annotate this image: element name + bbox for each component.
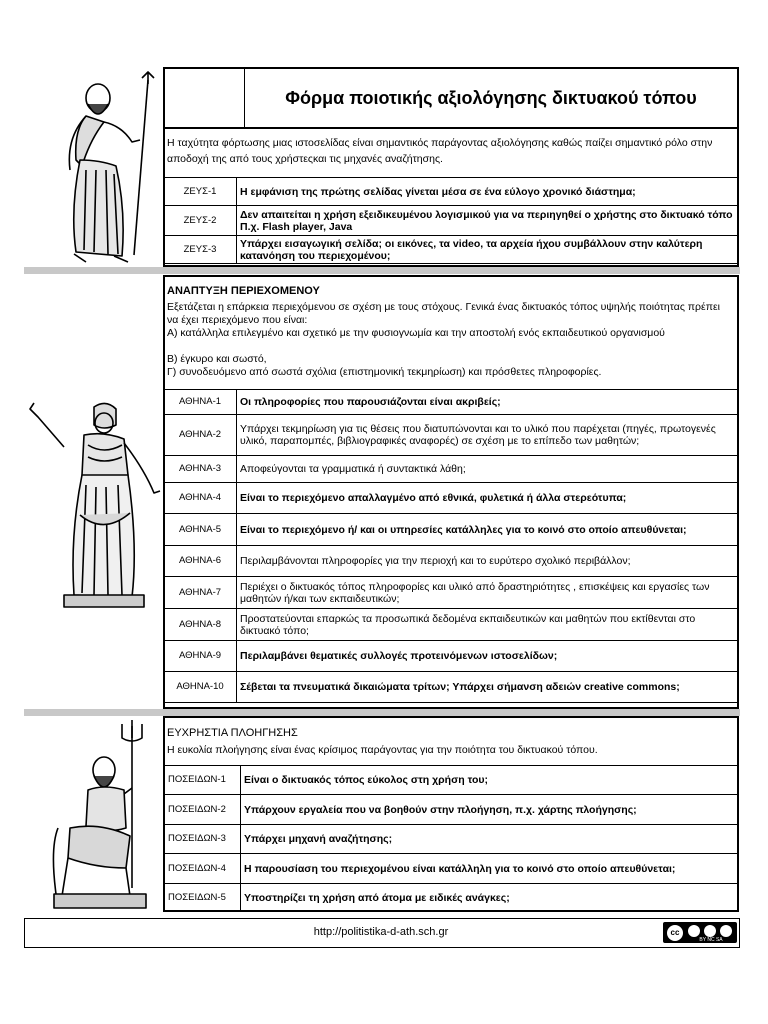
table-row <box>164 178 739 206</box>
zeus-intro: Η ταχύτητα φόρτωσης μιας ιστοσελίδας είναι σημαντικός παράγοντας αξιολόγησης καθώς παίζει σημαντικό ρόλο στην αποδοχή της από τους χρήστεςκαι τις μηχανές αναζήτησης. <box>167 137 713 165</box>
criterion-code: ΠΟΣΕΙΔΩΝ-3 <box>164 825 241 854</box>
criterion-text: Αποφεύγονται τα γραμματικά ή συντακτικά λάθη; <box>237 456 739 483</box>
nc-icon <box>704 925 716 937</box>
title-spacer-cell <box>165 69 245 127</box>
footer <box>24 918 740 948</box>
criterion-code: ΠΟΣΕΙΔΩΝ-2 <box>164 795 241 825</box>
athena-point-c: Γ) συνοδευόμενο από σωστά σχόλια (επιστημονική τεκμηρίωση) και πρόσθετες πληροφορίες. <box>167 366 602 378</box>
criterion-code: ΠΟΣΕΙΔΩΝ-5 <box>164 884 241 912</box>
zeus-table-wrap <box>163 177 739 264</box>
poseidon-table <box>163 765 739 912</box>
zeus-statue-illustration <box>30 70 162 270</box>
criterion-text: Είναι ο δικτυακός τόπος εύκολος στη χρήση του; <box>241 766 739 795</box>
criterion-code: ΠΟΣΕΙΔΩΝ-4 <box>164 854 241 884</box>
zeus-table <box>163 177 739 264</box>
criterion-code: ΑΘΗΝΑ-8 <box>164 609 237 641</box>
cc-terms: BY NC SA <box>699 937 723 943</box>
criterion-text: Υποστηρίζει τη χρήση από άτομα με ειδικές ανάγκες; <box>241 884 739 912</box>
table-row <box>164 456 739 483</box>
athena-statue-illustration <box>24 395 164 615</box>
criterion-text: Σέβεται τα πνευματικά δικαιώματα τρίτων; Υπάρχει σήμανση αδειών creative commons; <box>237 672 739 703</box>
table-row <box>164 206 739 236</box>
criterion-text: Είναι το περιεχόμενο απαλλαγμένο από εθνικά, φυλετικά ή άλλα στερεότυπα; <box>237 483 739 514</box>
athena-point-b: Β) έγκυρο και σωστό, <box>167 353 267 365</box>
section-divider <box>24 709 740 716</box>
sa-icon <box>720 925 732 937</box>
table-row <box>164 546 739 577</box>
table-row <box>164 415 739 456</box>
zeus-section <box>163 129 739 267</box>
athena-point-a: Α) κατάλληλα επιλεγμένο και σχετικό με την φυσιογνωμία και την αποστολή ενός εκπαιδευτικού οργανισμού <box>167 327 665 339</box>
criterion-code: ΑΘΗΝΑ-1 <box>164 390 237 415</box>
footer-url[interactable]: http://politistika-d-ath.sch.gr <box>313 926 449 938</box>
criterion-code: ΑΘΗΝΑ-9 <box>164 641 237 672</box>
criterion-code: ΠΟΣΕΙΔΩΝ-1 <box>164 766 241 795</box>
table-row <box>164 577 739 609</box>
table-row <box>164 514 739 546</box>
table-row <box>164 766 739 795</box>
cc-icon: cc <box>667 925 683 941</box>
by-icon <box>688 925 700 937</box>
criterion-code: ΑΘΗΝΑ-10 <box>164 672 237 703</box>
criterion-text: Η παρουσίαση του περιεχομένου είναι κατάλληλη για το κοινό στο οποίο απευθύνεται; <box>241 854 739 884</box>
page-title: Φόρμα ποιοτικής αξιολόγησης δικτυακού τόπου <box>285 88 697 108</box>
section-heading: ΕΥΧΡΗΣΤΙΑ ΠΛΟΗΓΗΣΗΣ <box>167 727 298 739</box>
criterion-code: ΖΕΥΣ-3 <box>164 236 237 264</box>
title-box <box>163 67 739 129</box>
table-row <box>164 641 739 672</box>
table-row <box>164 884 739 912</box>
criterion-code: ΑΘΗΝΑ-2 <box>164 415 237 456</box>
poseidon-section <box>163 716 739 912</box>
criterion-text: Υπάρχει τεκμηρίωση για τις θέσεις που διατυπώνονται και το υλικό που παρέχεται (πηγές, πρωτογενές υλικό, παραπομπές, βιβλιογραφικές αναφορές) σε σχέση με το επίπεδο των μαθητών; <box>237 415 739 456</box>
criterion-text: Δεν απαιτείται η χρήση εξειδικευμένου λογισμικού για να περιηγηθεί ο χρήστης στο δικτυακό τόπο Π.χ. Flash player, Java <box>237 206 739 236</box>
poseidon-statue-illustration <box>40 718 160 913</box>
section-divider <box>24 267 740 274</box>
poseidon-intro: Η ευκολία πλοήγησης είναι ένας κρίσιμος παράγοντας για την ποιότητα του δικτυακού τόπου. <box>167 744 598 756</box>
table-row <box>164 672 739 703</box>
poseidon-table-wrap <box>163 765 739 912</box>
criterion-text: Οι πληροφορίες που παρουσιάζονται είναι ακριβείς; <box>237 390 739 415</box>
criterion-code: ΑΘΗΝΑ-4 <box>164 483 237 514</box>
criterion-text: Περιέχει ο δικτυακός τόπος πληροφορίες και υλικό από δραστηριότητες , επισκέψεις και εργασίες των μαθητών ή/και των εκπαιδευτικών; <box>237 577 739 609</box>
creative-commons-badge[interactable] <box>663 922 737 943</box>
criterion-text: Η εμφάνιση της πρώτης σελίδας γίνεται μέσα σε ένα εύλογο χρονικό διάστημα; <box>237 178 739 206</box>
table-row <box>164 795 739 825</box>
table-row <box>164 825 739 854</box>
criterion-text: Περιλαμβάνει θεματικές συλλογές προτεινόμενων ιστοσελίδων; <box>237 641 739 672</box>
table-row <box>164 483 739 514</box>
athena-section <box>163 275 739 709</box>
criterion-code: ΖΕΥΣ-2 <box>164 206 237 236</box>
criterion-code: ΑΘΗΝΑ-6 <box>164 546 237 577</box>
criterion-text: Είναι το περιεχόμενο ή/ και οι υπηρεσίες κατάλληλες για το κοινό στο οποίο απευθύνεται; <box>237 514 739 546</box>
criterion-text: Υπάρχει εισαγωγική σελίδα; οι εικόνες, τα video, τα αρχεία ήχου συμβάλλουν στην καλύτερη κατανόηση του περιεχομένου; <box>237 236 739 264</box>
criterion-text: Προστατεύονται επαρκώς τα προσωπικά δεδομένα εκπαιδευτικών και μαθητών που εκτίθενται στο δικτυακό τόπο; <box>237 609 739 641</box>
table-row <box>164 609 739 641</box>
criterion-text: Περιλαμβάνονται πληροφορίες για την περιοχή και το ευρύτερο σχολικό περιβάλλον; <box>237 546 739 577</box>
criterion-code: ΑΘΗΝΑ-7 <box>164 577 237 609</box>
section-heading: ΑΝΑΠΤΥΞΗ ΠΕΡΙΕΧΟΜΕΝΟΥ <box>167 285 320 297</box>
criterion-code: ΑΘΗΝΑ-3 <box>164 456 237 483</box>
table-row <box>164 390 739 415</box>
table-row <box>164 236 739 264</box>
criterion-code: ΖΕΥΣ-1 <box>164 178 237 206</box>
criterion-text: Υπάρχουν εργαλεία που να βοηθούν στην πλοήγηση, π.χ. χάρτης πλοήγησης; <box>241 795 739 825</box>
athena-intro: Εξετάζεται η επάρκεια περιεχόμενου σε σχέση με τους στόχους. Γενικά ένας δικτυακός τόπος υψηλής ποιότητας πρέπει να έχει περιεχόμενο που είναι: <box>167 301 720 326</box>
athena-table <box>163 389 739 703</box>
criterion-code: ΑΘΗΝΑ-5 <box>164 514 237 546</box>
athena-table-wrap <box>163 389 739 703</box>
criterion-text: Υπάρχει μηχανή αναζήτησης; <box>241 825 739 854</box>
table-row <box>164 854 739 884</box>
